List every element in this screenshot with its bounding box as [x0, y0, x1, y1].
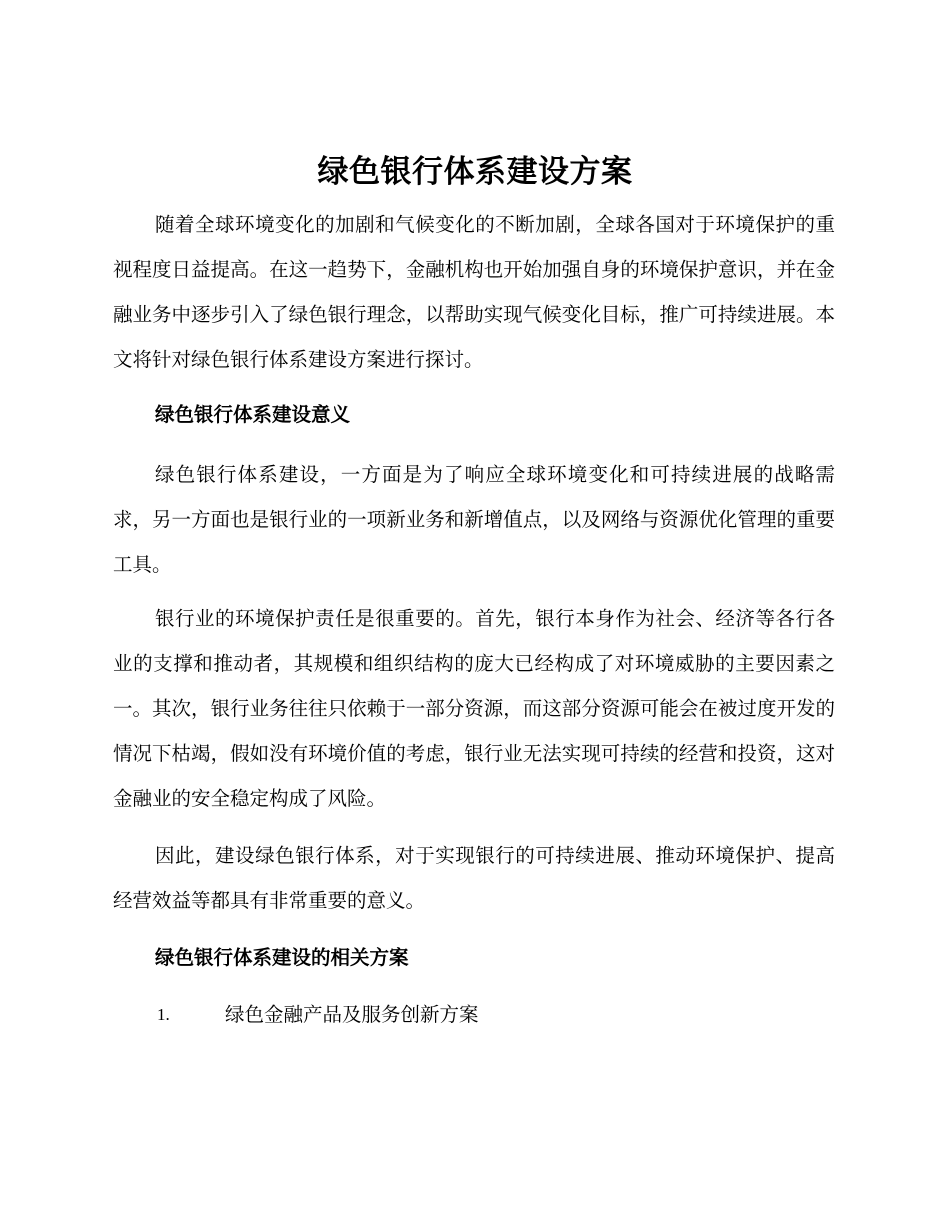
document-title: 绿色银行体系建设方案: [317, 154, 633, 190]
list-item-number: 1.: [157, 1005, 170, 1024]
section-heading-significance: 绿色银行体系建设意义: [155, 403, 351, 426]
paragraph-significance-1: 绿色银行体系建设，一方面是为了响应全球环境变化和可持续进展的战略需求，另一方面也是银行业的一项新业务和新增值点，以及网络与资源优化管理的重要工具。: [113, 463, 835, 576]
list-item-text: 绿色金融产品及服务创新方案: [225, 1003, 479, 1026]
section-heading-plans: 绿色银行体系建设的相关方案: [155, 946, 409, 969]
paragraph-significance-3: 因此，建设绿色银行体系，对于实现银行的可持续进展、推动环境保护、提高经营效益等都具有非常重要的意义。: [113, 844, 835, 912]
intro-paragraph: 随着全球环境变化的加剧和气候变化的不断加剧，全球各国对于环境保护的重视程度日益提高。在这一趋势下，金融机构也开始加强自身的环境保护意识，并在金融业务中逐步引入了绿色银行理念，以帮助实现气候变化目标，推广可持续进展。本文将针对绿色银行体系建设方案进行探讨。: [113, 213, 835, 371]
paragraph-significance-2: 银行业的环境保护责任是很重要的。首先，银行本身作为社会、经济等各行各业的支撑和推动者，其规模和组织结构的庞大已经构成了对环境威胁的主要因素之一。其次，银行业务往往只依赖于一部分资源，而这部分资源可能会在被过度开发的情况下枯竭，假如没有环境价值的考虑，银行业无法实现可持续的经营和投资，这对金融业的安全稳定构成了风险。: [113, 607, 835, 810]
